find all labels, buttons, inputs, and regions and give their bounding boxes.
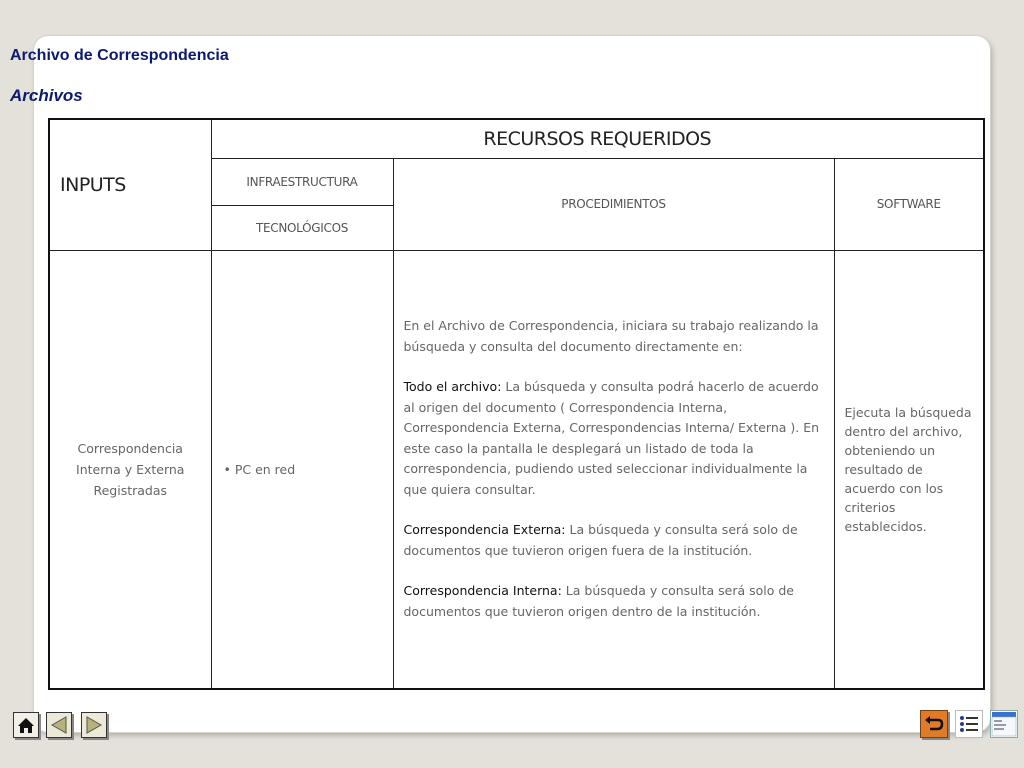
software-cell: Ejecuta la búsqueda dentro del archivo, obteniendo un resultado de acuerdo con los criterios establecidos. [834, 250, 984, 689]
page-subtitle: Archivos [10, 86, 83, 105]
arrow-right-icon [82, 713, 106, 737]
proc-item-label: Todo el archivo: [403, 379, 502, 395]
next-button[interactable] [81, 712, 107, 738]
inputs-header: INPUTS [49, 119, 211, 250]
infraestructura-header: INFRAESTRUCTURA [211, 158, 393, 205]
resources-table [48, 118, 985, 690]
infra-item: PC en red [234, 461, 296, 477]
list-icon [956, 711, 982, 737]
window-button[interactable] [990, 710, 1018, 738]
list-button[interactable] [955, 710, 983, 738]
home-icon [14, 713, 38, 737]
proc-item [404, 520, 824, 561]
procedimientos-header: PROCEDIMIENTOS [393, 158, 834, 250]
proc-item-label: Correspondencia Externa: [403, 522, 566, 538]
home-button[interactable] [13, 712, 39, 738]
proc-intro: En el Archivo de Correspondencia, iniciara su trabajo realizando la búsqueda y consulta del documento directamente en: [403, 318, 819, 354]
return-button[interactable] [920, 710, 948, 738]
proc-item-text: La búsqueda y consulta podrá hacerlo de acuerdo al origen del documento ( Correspondencia Interna, Correspondencia Externa, Correspondencias Interna/ Externa ). En este caso la pantalla le desplegará un listado de toda la correspondencia, pudiendo usted seleccionar individualmente la que quiera consultar. [403, 379, 820, 497]
proc-item-text: La búsqueda y consulta será solo de documentos que tuvieron origen fuera de la institución. [403, 522, 798, 558]
software-header: SOFTWARE [834, 158, 984, 250]
prev-button[interactable] [46, 712, 72, 738]
tecnologicos-header: TECNOLÓGICOS [211, 205, 393, 250]
bullet: • [223, 461, 231, 477]
proc-item-label: Correspondencia Interna: [403, 583, 562, 599]
proc-item [404, 377, 824, 500]
proc-item [404, 581, 824, 622]
arrow-left-icon [47, 713, 71, 737]
input-value: Correspondencia Interna y Externa Registradas [49, 250, 211, 689]
recursos-header: RECURSOS REQUERIDOS [211, 119, 984, 158]
return-icon [921, 711, 947, 737]
proc-item-text: La búsqueda y consulta será solo de documentos que tuvieron origen dentro de la institución. [403, 583, 794, 619]
procedimientos-cell [393, 250, 834, 689]
infra-cell [211, 250, 393, 689]
window-icon [991, 711, 1017, 737]
page-title: Archivo de Correspondencia [10, 47, 229, 64]
